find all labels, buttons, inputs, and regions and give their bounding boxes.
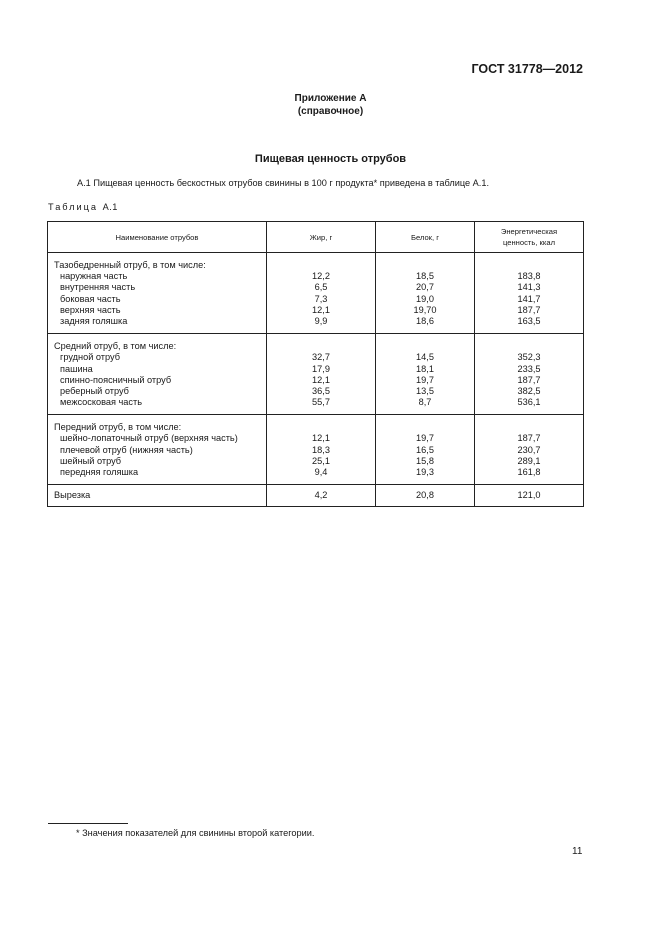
energy-value: 352,3: [517, 352, 541, 363]
nutrition-table: [47, 221, 584, 507]
header-energy-line2: ценность, ккал: [502, 238, 555, 247]
fat-value: 6,5: [314, 282, 328, 293]
energy-value: 141,7: [517, 293, 541, 304]
cut-name: межсосковая часть: [60, 397, 143, 408]
section-title: Пищевая ценность отрубов: [254, 153, 407, 165]
energy-value: 382,5: [517, 385, 541, 396]
table-label: [48, 202, 118, 212]
header-energy-line1: Энергетическая: [500, 227, 558, 236]
fat-value: 4,2: [314, 490, 328, 501]
fat-value: 12,2: [312, 271, 330, 282]
footnote-rule: [48, 823, 128, 824]
cut-name: Вырезка: [54, 490, 91, 501]
protein-value: 18,1: [416, 363, 434, 374]
protein-value: 19,3: [416, 467, 434, 477]
protein-value: 16,5: [416, 444, 434, 455]
cut-name: наружная часть: [60, 271, 128, 282]
fat-value: 17,9: [312, 363, 330, 374]
cut-name: внутренняя часть: [60, 282, 136, 293]
cut-name: спинно-поясничный отруб: [60, 374, 172, 385]
energy-value: 141,3: [517, 282, 541, 293]
fat-value: 32,7: [312, 352, 330, 363]
fat-value: 9,9: [314, 315, 328, 326]
fat-value: 55,7: [312, 397, 330, 408]
energy-value: 183,8: [517, 271, 541, 282]
protein-value: 18,6: [416, 315, 434, 326]
protein-value: 14,5: [416, 352, 434, 363]
header-energy: [475, 222, 584, 253]
table-label-number: А.1: [102, 202, 118, 212]
table-group-middle: [48, 334, 584, 415]
cut-name: плечевой отруб (нижняя часть): [60, 444, 193, 455]
protein-value: 19,7: [416, 433, 434, 444]
page-number: 11: [572, 846, 583, 857]
cut-name: реберный отруб: [60, 385, 129, 396]
protein-value: 13,5: [416, 385, 434, 396]
fat-value: 7,3: [314, 293, 328, 304]
protein-value: 19,70: [413, 304, 437, 315]
energy-value: 163,5: [517, 315, 541, 326]
fat-value: 12,1: [312, 374, 330, 385]
cut-name: шейный отруб: [60, 455, 122, 466]
header-protein: Белок, г: [376, 222, 475, 253]
protein-value: 19,0: [416, 293, 434, 304]
cut-name: шейно-лопаточный отруб (верхняя часть): [60, 433, 238, 444]
table-group-hip: [48, 253, 584, 334]
paragraph-a1: А.1 Пищевая ценность бескостных отрубов свинины в 100 г продукта* приведена в таблице А.1.: [77, 178, 490, 188]
cut-name: верхняя часть: [60, 304, 121, 315]
group-title: Тазобедренный отруб, в том числе:: [54, 260, 206, 270]
cut-name: пашина: [60, 363, 93, 374]
header-fat: Жир, г: [267, 222, 376, 253]
protein-value: 19,7: [416, 374, 434, 385]
protein-value: 8,7: [418, 397, 432, 408]
protein-value: 15,8: [416, 455, 434, 466]
energy-value: 187,7: [517, 374, 541, 385]
energy-value: 121,0: [517, 490, 541, 501]
fat-value: 12,1: [312, 433, 330, 444]
table-row-tenderloin: [48, 485, 584, 507]
fat-value: 36,5: [312, 385, 330, 396]
header-cut-name: Наименование отрубов: [48, 222, 267, 253]
cut-name: передняя голяшка: [60, 467, 139, 477]
protein-value: 20,7: [416, 282, 434, 293]
fat-value: 12,1: [312, 304, 330, 315]
table-label-word: Таблица: [48, 202, 99, 212]
energy-value: 187,7: [517, 433, 541, 444]
table-group-front: [48, 415, 584, 485]
energy-value: 289,1: [517, 455, 541, 466]
table-header-row: [48, 222, 584, 253]
energy-value: 161,8: [517, 467, 541, 477]
footnote: * Значения показателей для свинины второй категории.: [76, 828, 315, 838]
protein-value: 20,8: [416, 490, 434, 501]
group-title: Передний отруб, в том числе:: [54, 422, 182, 433]
cut-name: боковая часть: [60, 293, 121, 304]
fat-value: 25,1: [312, 455, 330, 466]
protein-value: 18,5: [416, 271, 434, 282]
cut-name: задняя голяшка: [60, 315, 128, 326]
energy-value: 233,5: [517, 363, 541, 374]
fat-value: 18,3: [312, 444, 330, 455]
energy-value: 536,1: [517, 397, 541, 408]
group-title: Средний отруб, в том числе:: [54, 341, 177, 352]
standard-number: ГОСТ 31778—2012: [471, 62, 583, 76]
fat-value: 9,4: [314, 467, 328, 477]
energy-value: 187,7: [517, 304, 541, 315]
appendix-title: Приложение А: [294, 93, 367, 104]
energy-value: 230,7: [517, 444, 541, 455]
cut-name: грудной отруб: [60, 352, 120, 363]
appendix-heading: [0, 92, 661, 118]
appendix-subtitle: (справочное): [297, 106, 364, 117]
